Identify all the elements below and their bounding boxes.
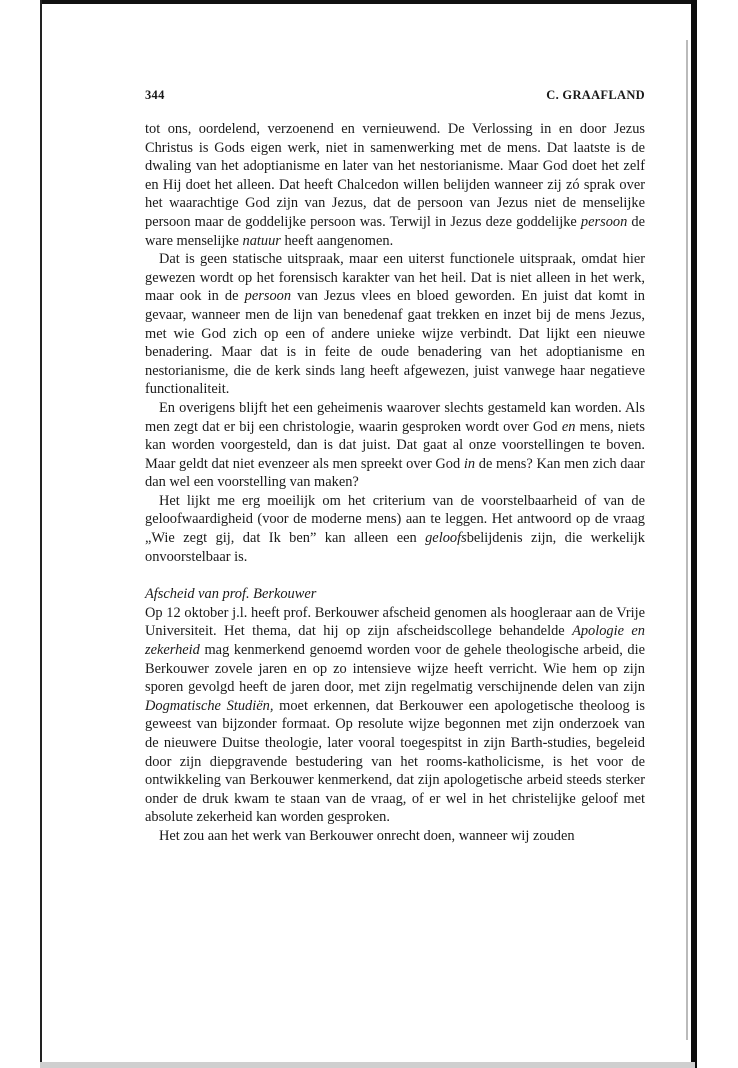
running-head-author: C. GRAAFLAND <box>546 88 645 102</box>
paragraph-text: En overigens blijft het een geheimenis waarover slechts gestameld kan worden. Als men zegt dat er bij een christologie, waarin gesproken wordt over God <box>145 399 645 435</box>
emphasis: en <box>561 418 576 435</box>
paragraph-text: de mens? Kan men zich daar dan wel een voorstelling van maken? <box>145 455 645 491</box>
scan-edge-bottom <box>40 1062 695 1068</box>
section-gap <box>145 566 645 585</box>
page-number: 344 <box>145 88 165 102</box>
paragraph-6 <box>145 827 645 846</box>
paragraph-text: tot ons, oordelend, verzoenend en vernieuwend. De Verlossing in en door Jezus Christus is Gods eigen werk, niet in samenwerking met de mens. Dat laatste is de dwaling van het adoptianisme en later van het nestorianisme. Maar God doet het zelf en Hij doet het alleen. Dat heeft Chalcedon willen belijden wanneer zij zó sprak over het waarachtige God zijn van Jezus, dat de persoon van Jezus niet de menselijke persoon maar de goddelijke persoon was. Terwijl in Jezus deze goddelijke <box>145 121 645 230</box>
scan-edge-right <box>691 0 697 1068</box>
paragraph-1 <box>145 120 645 250</box>
emphasis: in <box>463 455 476 472</box>
emphasis: Apologie en zekerheid <box>145 623 646 659</box>
paragraph-text: Het lijkt me erg moeilijk om het criterium van de voorstelbaarheid of van de geloofwaardigheid (voor de moderne mens) aan te leggen. Het antwoord op de vraag „Wie zegt gij, dat Ik ben” kan alleen een <box>145 492 645 547</box>
paragraph-text: moet erkennen, dat Berkouwer een apologetische theoloog is geweest van bijzonder formaat. Op resolute wijze begonnen met zijn onderzoek van de nieuwere Duitse theologie, later vooral toegespitst in zijn Barth-studies, begeleid door zijn diepgravende bestudering van het rooms-katholicisme, is het voor de ontwikkeling van Berkouwer kenmerkend, dat zijn apologetische arbeid steeds sterker onder de druk kwam te staan van de vraag, of er wel in het christelijke geloof met absolute zekerheid kan worden gesproken. <box>145 697 645 826</box>
paragraph-text: mens, niets kan worden voorgesteld, dan is dat juist. Dat gaat al onze voorstellingen te boven. Maar geldt dat niet evenzeer als men spreekt over God <box>145 418 645 472</box>
scan-edge-top <box>40 0 695 4</box>
scan-edge-left <box>40 0 42 1068</box>
section-heading: Afscheid van prof. Berkouwer <box>145 586 317 603</box>
paragraph-5 <box>145 604 645 827</box>
body-text <box>145 120 645 846</box>
paragraph-text: Het zou aan het werk van Berkouwer onrecht doen, wanneer wij zouden <box>159 827 575 844</box>
scan-shadow-right <box>686 40 688 1040</box>
paragraph-2 <box>145 250 645 399</box>
paragraph-text: de ware menselijke <box>145 213 645 249</box>
paragraph-text: mag kenmerkend genoemd worden voor de gehele theologische arbeid, die Berkouwer zovele jaren en op zo intensieve wijze heeft verricht. Wie hem op zijn sporen gevolgd heeft de jaren door, met zijn regelmatig verschijnende delen van zijn <box>145 642 645 696</box>
paragraph-text: van Jezus vlees en bloed geworden. En juist dat komt in gevaar, wanneer men de lijn van benedenaf gaat trekken en inzet bij de mens Jezus, met wie God zich op een of andere unieke wijze verbindt. Dat lijkt een nieuwe benadering. Maar dat is in feite de oude benadering van het adoptianisme en nestorianisme, die de kerk sinds lang heeft afgewezen, juist vanwege haar negatieve functionaliteit. <box>145 288 646 398</box>
emphasis: geloofs <box>425 530 467 547</box>
emphasis: persoon <box>580 213 628 230</box>
emphasis: Dogmatische Studiën, <box>145 697 274 714</box>
paragraph-text: Op 12 oktober j.l. heeft prof. Berkouwer afscheid genomen als hoogleraar aan de Vrije Universiteit. Het thema, dat hij op zijn afscheidscollege behandelde <box>145 604 645 640</box>
paragraph-text: Dat is geen statische uitspraak, maar een uiterst functionele uitspraak, omdat hier gewezen wordt op het forensisch karakter van het heil. Dat is niet alleen in het werk, maar ook in de <box>145 251 645 305</box>
paragraph-3 <box>145 399 645 492</box>
paragraph-4 <box>145 492 645 566</box>
paragraph-text: heeft aangenomen. <box>280 232 394 249</box>
emphasis: persoon <box>244 288 292 305</box>
emphasis: natuur <box>242 232 281 249</box>
paragraph-text: belijdenis zijn, die werkelijk onvoorstelbaar is. <box>145 530 645 565</box>
